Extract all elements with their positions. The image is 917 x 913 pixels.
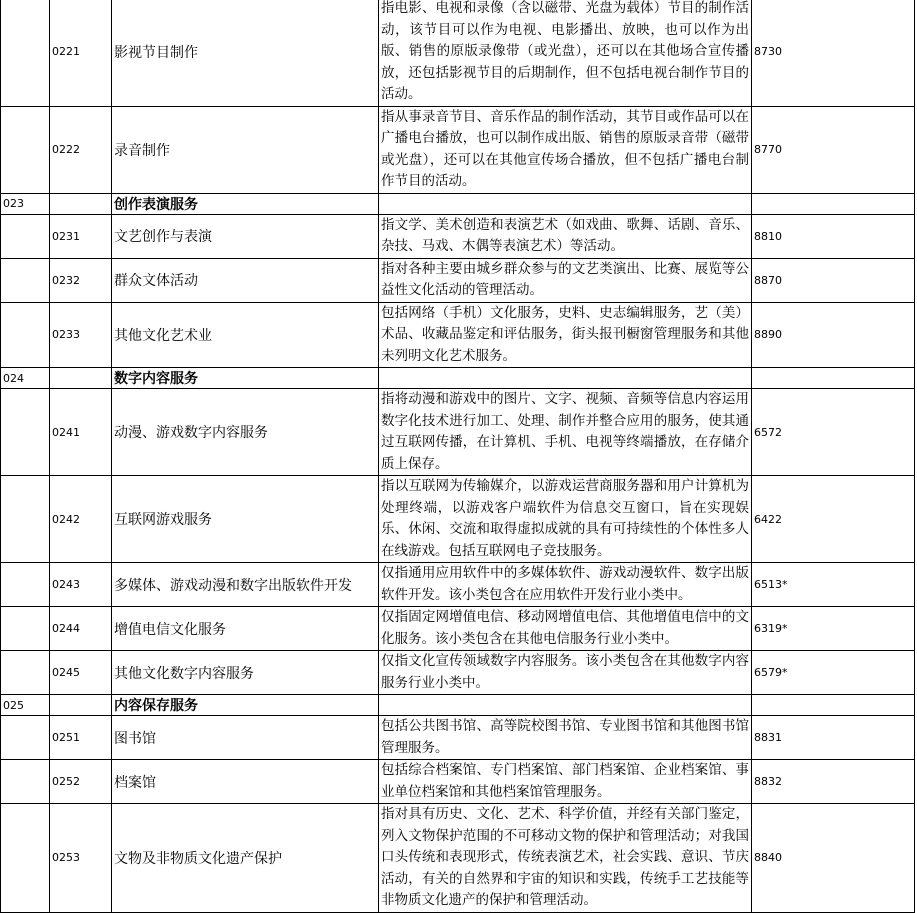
category-description: 包括综合档案馆、专门档案馆、部门档案馆、企业档案馆、事业单位档案馆和其他档案馆管理服务。 xyxy=(379,760,752,804)
category-name: 档案馆 xyxy=(112,760,379,804)
small-class-code: 0232 xyxy=(50,258,112,302)
category-name: 多媒体、游戏动漫和数字出版软件开发 xyxy=(112,563,379,607)
table-row xyxy=(1,716,915,760)
category-name: 互联网游戏服务 xyxy=(112,476,379,563)
small-class-code xyxy=(50,368,112,389)
industry-code xyxy=(752,193,915,214)
table-row xyxy=(1,258,915,302)
mid-class-code: 023 xyxy=(1,193,50,214)
small-class-code xyxy=(50,193,112,214)
industry-code: 6422 xyxy=(752,476,915,563)
table-row xyxy=(1,389,915,476)
category-description: 指文学、美术创造和表演艺术（如戏曲、歌舞、话剧、音乐、杂技、马戏、木偶等表演艺术）等活动。 xyxy=(379,214,752,258)
small-class-code: 0242 xyxy=(50,476,112,563)
industry-code: 8840 xyxy=(752,804,915,913)
mid-class-code: 025 xyxy=(1,695,50,716)
category-description: 仅指固定网增值电信、移动网增值电信、其他增值电信中的文化服务。该小类包含在其他电信服务行业小类中。 xyxy=(379,607,752,651)
industry-code: 6572 xyxy=(752,389,915,476)
table-row xyxy=(1,651,915,695)
mid-class-code xyxy=(1,476,50,563)
small-class-code: 0231 xyxy=(50,214,112,258)
category-description: 指将动漫和游戏中的图片、文字、视频、音频等信息内容运用数字化技术进行加工、处理、制作并整合应用的服务，使其通过互联网传播，在计算机、手机、电视等终端播放，在存储介质上保存。 xyxy=(379,389,752,476)
category-name: 内容保存服务 xyxy=(112,695,379,716)
mid-class-code xyxy=(1,106,50,193)
mid-class-code xyxy=(1,302,50,368)
small-class-code: 0244 xyxy=(50,607,112,651)
category-name: 增值电信文化服务 xyxy=(112,607,379,651)
small-class-code: 0241 xyxy=(50,389,112,476)
category-description: 包括网络（手机）文化服务，史料、史志编辑服务，艺（美）术品、收藏品鉴定和评估服务，街头报刊橱窗管理服务和其他未列明文化艺术服务。 xyxy=(379,302,752,368)
table-row xyxy=(1,607,915,651)
industry-code: 8730 xyxy=(752,0,915,106)
table-row xyxy=(1,0,915,106)
mid-class-code xyxy=(1,804,50,913)
industry-code: 6319* xyxy=(752,607,915,651)
category-name: 图书馆 xyxy=(112,716,379,760)
table-row xyxy=(1,214,915,258)
category-header-row xyxy=(1,193,915,214)
mid-class-code xyxy=(1,563,50,607)
industry-code: 8870 xyxy=(752,258,915,302)
industry-code: 8890 xyxy=(752,302,915,368)
table-row xyxy=(1,563,915,607)
small-class-code: 0245 xyxy=(50,651,112,695)
industry-code: 6513* xyxy=(752,563,915,607)
mid-class-code: 024 xyxy=(1,368,50,389)
industry-code xyxy=(752,368,915,389)
industry-code: 8831 xyxy=(752,716,915,760)
category-name: 文物及非物质文化遗产保护 xyxy=(112,804,379,913)
category-name: 群众文体活动 xyxy=(112,258,379,302)
category-description: 仅指文化宣传领域数字内容服务。该小类包含在其他数字内容服务行业小类中。 xyxy=(379,651,752,695)
category-name: 影视节目制作 xyxy=(112,0,379,106)
category-description: 指电影、电视和录像（含以磁带、光盘为载体）节目的制作活动，该节目可以作为电视、电影播出、放映，也可以作为出版、销售的原版录像带（或光盘），还可以在其他场合宣传播放，还包括影视节目的后期制作，但不包括电视台制作节目的活动。 xyxy=(379,0,752,106)
mid-class-code xyxy=(1,214,50,258)
category-description: 指以互联网为传输媒介，以游戏运营商服务器和用户计算机为处理终端，以游戏客户端软件为信息交互窗口，旨在实现娱乐、休闲、交流和取得虚拟成就的具有可持续性的个体性多人在线游戏。包括互联网电子竞技服务。 xyxy=(379,476,752,563)
mid-class-code xyxy=(1,651,50,695)
category-header-row xyxy=(1,368,915,389)
category-description xyxy=(379,695,752,716)
category-description xyxy=(379,193,752,214)
category-description: 包括公共图书馆、高等院校图书馆、专业图书馆和其他图书馆管理服务。 xyxy=(379,716,752,760)
mid-class-code xyxy=(1,258,50,302)
category-description: 指从事录音节目、音乐作品的制作活动，其节目或作品可以在广播电台播放，也可以制作成出版、销售的原版录音带（磁带或光盘），还可以在其他宣传场合播放，但不包括广播电台制作节目的活动。 xyxy=(379,106,752,193)
table-row xyxy=(1,302,915,368)
small-class-code: 0221 xyxy=(50,0,112,106)
small-class-code: 0251 xyxy=(50,716,112,760)
category-name: 其他文化艺术业 xyxy=(112,302,379,368)
small-class-code: 0243 xyxy=(50,563,112,607)
table-row xyxy=(1,804,915,913)
small-class-code: 0233 xyxy=(50,302,112,368)
small-class-code: 0253 xyxy=(50,804,112,913)
mid-class-code xyxy=(1,760,50,804)
category-description: 指对具有历史、文化、艺术、科学价值，并经有关部门鉴定，列入文物保护范围的不可移动文物的保护和管理活动；对我国口头传统和表现形式，传统表演艺术，社会实践、意识、节庆活动，有关的自然界和宇宙的知识和实践，传统手工艺技能等非物质文化遗产的保护和管理活动。 xyxy=(379,804,752,913)
table-row xyxy=(1,760,915,804)
mid-class-code xyxy=(1,389,50,476)
table-row xyxy=(1,106,915,193)
small-class-code xyxy=(50,695,112,716)
industry-code xyxy=(752,695,915,716)
industry-code: 8832 xyxy=(752,760,915,804)
industry-code: 6579* xyxy=(752,651,915,695)
category-name: 动漫、游戏数字内容服务 xyxy=(112,389,379,476)
mid-class-code xyxy=(1,716,50,760)
category-description: 仅指通用应用软件中的多媒体软件、游戏动漫软件、数字出版软件开发。该小类包含在应用软件开发行业小类中。 xyxy=(379,563,752,607)
category-name: 其他文化数字内容服务 xyxy=(112,651,379,695)
category-name: 创作表演服务 xyxy=(112,193,379,214)
category-name: 文艺创作与表演 xyxy=(112,214,379,258)
category-description xyxy=(379,368,752,389)
industry-code: 8810 xyxy=(752,214,915,258)
small-class-code: 0252 xyxy=(50,760,112,804)
table-row xyxy=(1,476,915,563)
mid-class-code xyxy=(1,0,50,106)
small-class-code: 0222 xyxy=(50,106,112,193)
category-name: 录音制作 xyxy=(112,106,379,193)
category-header-row xyxy=(1,695,915,716)
category-name: 数字内容服务 xyxy=(112,368,379,389)
mid-class-code xyxy=(1,607,50,651)
industry-code: 8770 xyxy=(752,106,915,193)
category-description: 指对各种主要由城乡群众参与的文艺类演出、比赛、展览等公益性文化活动的管理活动。 xyxy=(379,258,752,302)
